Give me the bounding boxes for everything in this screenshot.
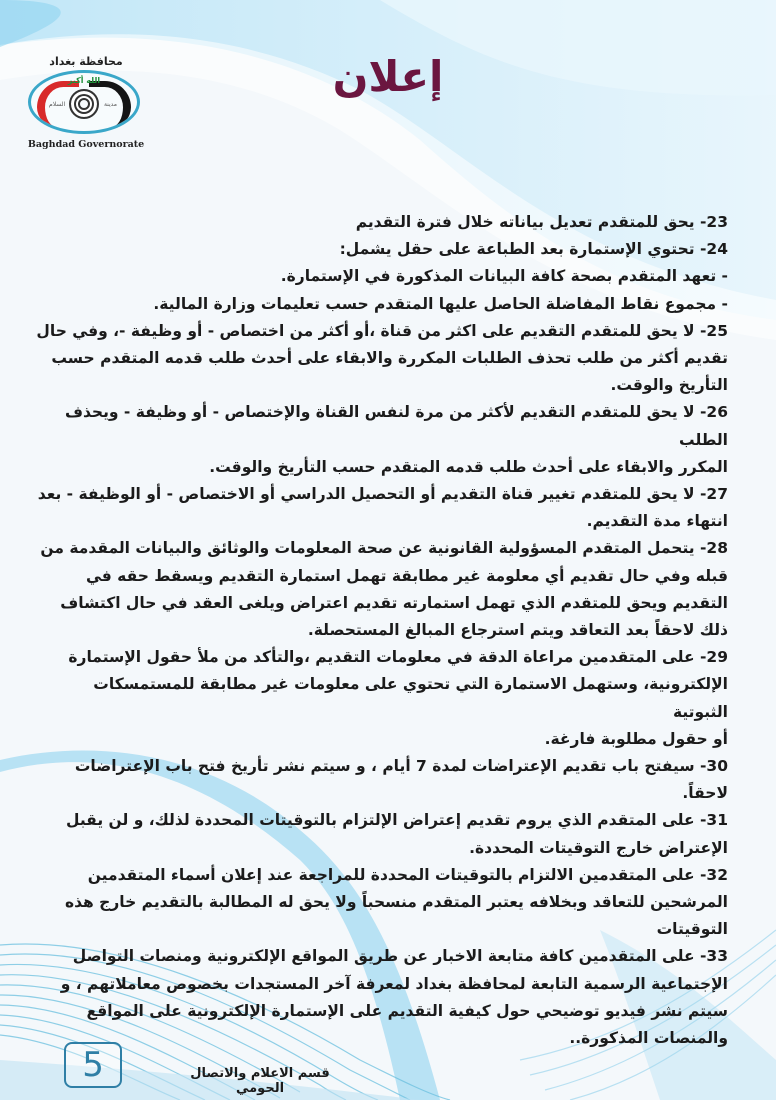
item-31: 31- على المتقدم الذي يروم تقديم إعتراض الإلتزام بالتوقيتات المحددة لذلك، و لن يقبل الإعتراض خارج التوقيتات المحددة. <box>66 811 728 857</box>
item-23: 23- يحق للمتقدم تعديل بياناته خلال فترة التقديم <box>355 213 728 231</box>
item-32: 32- على المتقدمين الالتزام بالتوقيتات المحددة للمراجعة عند إعلان أسماء المتقدمين المرشحين للتعاقد وبخلافه يعتبر المتقدم منسحباً ولا يحق له المطالبة بالتقديم خارج هذه التوقيتات <box>64 865 728 939</box>
item-24-sub-2: - مجموع نقاط المفاضلة الحاصل عليها المتقدم حسب تعليمات وزارة المالية. <box>153 294 728 313</box>
logo-arabic-name: محافظة بغداد <box>49 55 123 68</box>
item-28: 28- يتحمل المتقدم المسؤولية القانونية عن صحة المعلومات والوثائق والبيانات المقدمة من قبله وفي حال تقديم أي معلومة غير مطابقة تهمل استمارة التقديم ويسقط حقه في التقديم ويحق للمتقدم الذي تهمل استمارته تقديم اعتراض ويلغى العقد في حال اكتشاف ذلك لاحقاً بعد التعاقد ويتم استرجاع المبالغ المستحصلة. <box>40 539 728 640</box>
page-number-badge: 5 <box>64 1042 122 1088</box>
item-24-sub-1: - تعهد المتقدم بصحة كافة البيانات المذكورة في الإستمارة. <box>280 267 728 286</box>
item-27: 27- لا يحق للمتقدم تغيير قناة التقديم أو التحصيل الدراسي أو الاختصاص - أو الوظيفة - بعد انتهاء مدة التقديم. <box>37 485 728 531</box>
logo-english-name: Baghdad Governorate <box>27 139 145 150</box>
page-title: إعلان <box>332 52 444 101</box>
logo-left-text: مدينة <box>103 101 117 108</box>
item-25: 25- لا يحق للمتقدم التقديم على اكثر من قناة ،أو أكثر من اختصاص - أو وظيفة -، وفي حال تقديم أكثر من طلب تحذف الطلبات المكررة والابقاء على أحدث طلب قدمه المتقدم حسب التأريخ والوقت. <box>36 321 728 395</box>
logo-takbir: الله أكبر <box>67 76 101 85</box>
footer-department: قسم الاعلام والاتصال الحومي <box>190 1066 330 1096</box>
item-26: 26- لا يحق للمتقدم التقديم لأكثر من مرة لنفس القناة والإختصاص - أو وظيفة - ويحذف الطلب المكرر والابقاء على أحدث طلب قدمه المتقدم حسب التأريخ والوقت. <box>64 403 728 476</box>
item-30: 30- سيفتح باب تقديم الإعتراضات لمدة 7 أيام ، و سيتم نشر تأريخ فتح باب الإعتراضات لاحقاً. <box>74 757 728 803</box>
logo-right-text: السلام <box>49 101 66 108</box>
item-33: 33- على المتقدمين كافة متابعة الاخبار عن طريق المواقع الإلكترونية ومنصات التواصل الإجتماعية الرسمية التابعة لمحافظة بغداد لمعرفة آخر المستجدات بخصوص معاملاتهم ، و سيتم نشر فيديو توضيحي حول كيفية التقديم على الإستمارة الإلكترونية على المواقع والمنصات المذكورة.. <box>60 947 728 1048</box>
item-29: 29- على المتقدمين مراعاة الدقة في معلومات التقديم ،والتأكد من ملأ حقول الإستمارة الإلكترونية، وستهمل الاستمارة التي تحتوي على معلومات غير مطابقة للمستمسكات الثبوتية أو حقول مطلوبة فارغة. <box>68 648 728 748</box>
item-24: 24- تحتوي الإستمارة بعد الطباعة على حقل يشمل: <box>339 240 728 259</box>
announcement-body <box>36 209 728 1052</box>
